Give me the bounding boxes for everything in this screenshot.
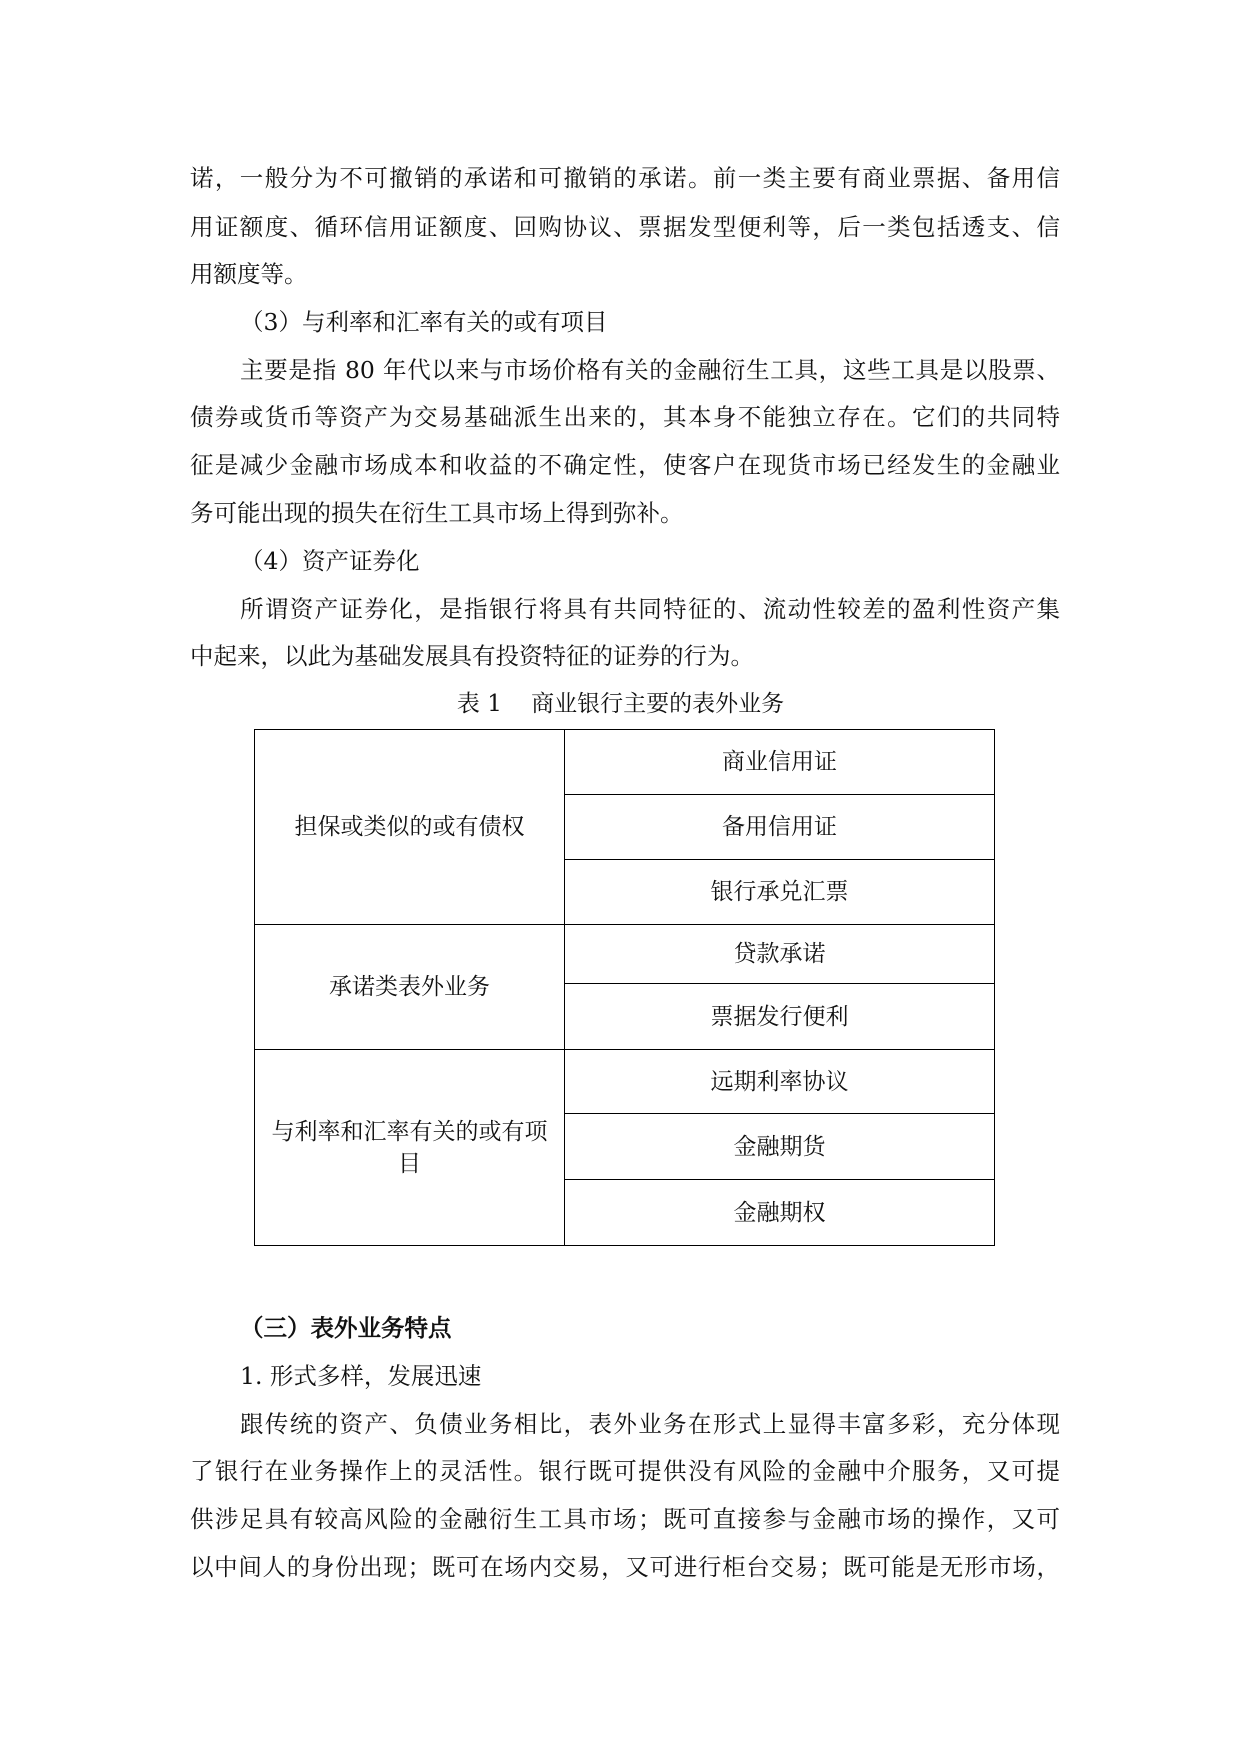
paragraph-line: 主要是指 80 年代以来与市场价格有关的金融衍生工具，这些工具是以股票、 — [240, 356, 1060, 384]
category-cell: 担保或类似的或有债权 — [255, 730, 565, 925]
item-cell: 金融期权 — [565, 1180, 995, 1246]
category-cell: 承诺类表外业务 — [255, 925, 565, 1050]
item-cell: 商业信用证 — [565, 730, 995, 795]
paragraph-line: 中起来，以此为基础发展具有投资特征的证券的行为。 — [190, 642, 754, 670]
item-cell: 票据发行便利 — [565, 984, 995, 1050]
paragraph-line: 务可能出现的损失在衍生工具市场上得到弥补。 — [190, 499, 684, 527]
table-caption: 表 1 商业银行主要的表外业务 — [456, 691, 785, 717]
item-cell: 银行承兑汇票 — [565, 860, 995, 925]
paragraph-line: 供涉足具有较高风险的金融衍生工具市场；既可直接参与金融市场的操作，又可 — [190, 1505, 1060, 1533]
subsection-heading-3: （3）与利率和汇率有关的或有项目 — [240, 308, 608, 336]
paragraph-line: 了银行在业务操作上的灵活性。银行既可提供没有风险的金融中介服务，又可提 — [190, 1457, 1060, 1485]
paragraph-line: 债券或货币等资产为交易基础派生出来的，其本身不能独立存在。它们的共同特 — [190, 403, 1060, 431]
paragraph-line: 所谓资产证券化，是指银行将具有共同特征的、流动性较差的盈利性资产集 — [240, 595, 1060, 623]
section-heading: （三）表外业务特点 — [240, 1314, 452, 1342]
off-balance-sheet-table — [254, 729, 995, 1246]
item-cell: 远期利率协议 — [565, 1050, 995, 1114]
item-cell: 贷款承诺 — [565, 925, 995, 984]
paragraph-line: 征是减少金融市场成本和收益的不确定性，使客户在现货市场已经发生的金融业 — [190, 451, 1060, 479]
paragraph-line: 跟传统的资产、负债业务相比，表外业务在形式上显得丰富多彩，充分体现 — [240, 1410, 1060, 1438]
item-cell: 金融期货 — [565, 1114, 995, 1180]
table-row — [255, 1050, 995, 1114]
paragraph-line: 用证额度、循环信用证额度、回购协议、票据发型便利等，后一类包括透支、信 — [190, 213, 1060, 241]
item-cell: 备用信用证 — [565, 795, 995, 860]
paragraph-line: 用额度等。 — [190, 260, 308, 288]
table-row — [255, 925, 995, 984]
subsection-heading-1: 1. 形式多样，发展迅速 — [240, 1362, 482, 1390]
paragraph-line: 以中间人的身份出现；既可在场内交易，又可进行柜台交易；既可能是无形市场， — [190, 1553, 1060, 1581]
subsection-heading-4: （4）资产证券化 — [240, 547, 420, 575]
category-cell: 与利率和汇率有关的或有项目 — [255, 1050, 565, 1246]
table-row — [255, 730, 995, 795]
paragraph-line: 诺，一般分为不可撤销的承诺和可撤销的承诺。前一类主要有商业票据、备用信 — [190, 164, 1060, 192]
